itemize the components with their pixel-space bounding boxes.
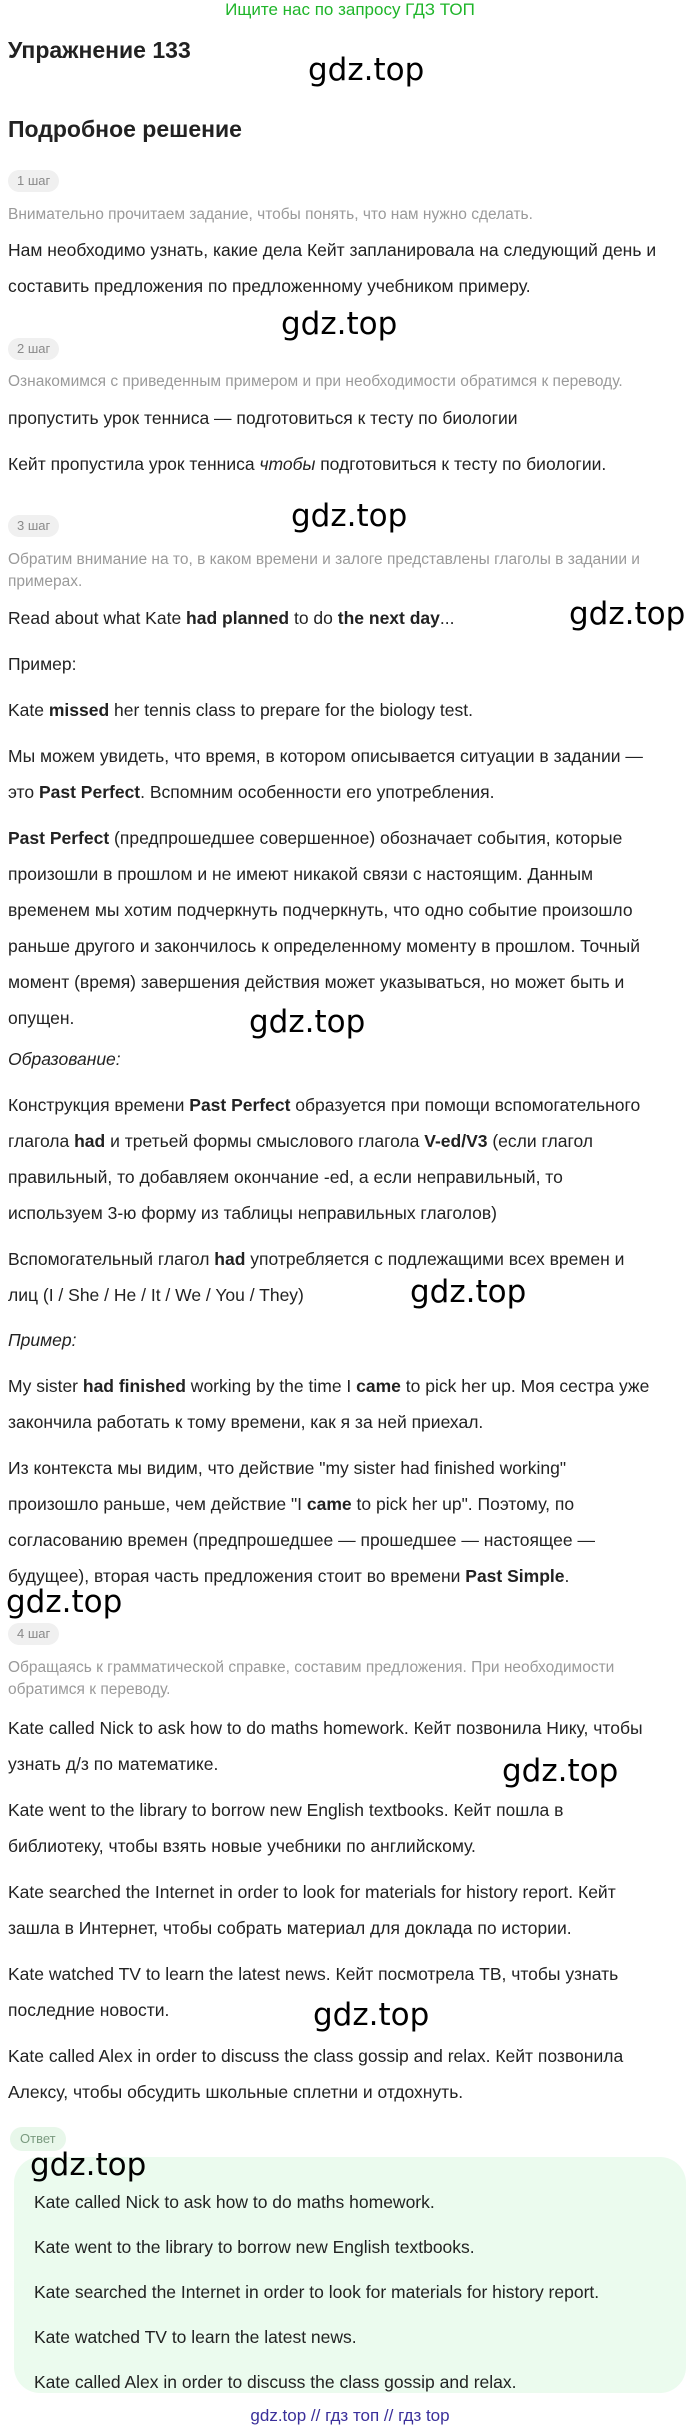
footer-links[interactable]: gdz.top // гдз топ // гдз top [250, 2406, 450, 2425]
text-span: и третьей формы смыслового глагола [105, 1131, 425, 1151]
text-span: произошло раньше, чем действие "I [8, 1494, 307, 1514]
watermark: gdz.top [30, 2147, 147, 2183]
watermark: gdz.top [6, 1584, 123, 1620]
text-span: подготовиться к тесту по биологии. [315, 454, 607, 474]
paragraph-line [8, 1241, 624, 1277]
watermark: gdz.top [291, 498, 408, 534]
paragraph-line: узнать д/з по математике. [8, 1754, 219, 1774]
paragraph-line: произошли в прошлом и не имеют никакой связи с настоящим. Данным [8, 864, 594, 884]
paragraph-line [8, 1123, 593, 1159]
paragraph-line [8, 820, 622, 856]
text-span: Кейт пропустила урок тенниса [8, 454, 260, 474]
text-span: это [8, 782, 39, 802]
text-span: to pick her up. Моя сестра уже [400, 1376, 650, 1396]
text-span: . Вспомним особенности его употребления. [140, 782, 495, 802]
text-bold: missed [48, 700, 110, 720]
answer-line: Kate searched the Internet in order to look for materials for history report. [34, 2282, 600, 2302]
text-span: употребляется с подлежащими всех времен и [245, 1249, 625, 1269]
step-label: 4 шаг [8, 1623, 59, 1645]
paragraph-line [8, 1322, 76, 1358]
text-bold: had [214, 1249, 246, 1269]
solution-heading: Подробное решение [8, 116, 242, 142]
step-badge-1 [8, 170, 59, 192]
step-note: Ознакомимся с приведенным примером и при необходимости обратимся к переводу. [8, 373, 623, 390]
text-bold: had [74, 1131, 106, 1151]
text-span: образуется при помощи вспомогательного [290, 1095, 641, 1115]
text-span: to pick her up". Поэтому, по [351, 1494, 575, 1514]
text-bold: the next day [337, 608, 440, 628]
text-span: Вспомогательный глагол [8, 1249, 215, 1269]
step-badge-3 [8, 515, 59, 537]
text-span: (предпрошедшее совершенное) обозначает события, которые [109, 828, 623, 848]
watermark: gdz.top [410, 1274, 527, 1310]
text-span: Kate [8, 700, 49, 720]
step-badge-2 [8, 338, 59, 360]
paragraph-line [8, 1368, 649, 1404]
text-bold: had planned [186, 608, 290, 628]
text-span: ... [439, 608, 455, 628]
paragraph-line: используем 3-ю форму из таблицы неправильных глаголов) [8, 1203, 497, 1223]
text-span: . [564, 1566, 570, 1586]
paragraph-line: Kate went to the library to borrow new English textbooks. Кейт пошла в [8, 1800, 564, 1820]
paragraph-line [8, 600, 454, 636]
paragraph-line: библиотеку, чтобы взять новые учебники по английскому. [8, 1836, 476, 1856]
paragraph-line: зашла в Интернет, чтобы собрать материал для доклада по истории. [8, 1918, 572, 1938]
paragraph-line [8, 1486, 574, 1522]
paragraph-line [8, 1041, 121, 1077]
paragraph-line: Алексу, чтобы обсудить школьные сплетни и отдохнуть. [8, 2082, 464, 2102]
paragraph-line: Kate called Alex in order to discuss the class gossip and relax. Кейт позвонила [8, 2046, 624, 2066]
answer-line: Kate went to the library to borrow new English textbooks. [34, 2237, 475, 2257]
paragraph-line: пропустить урок тенниса — подготовиться к тесту по биологии [8, 408, 518, 428]
paragraph-line: Kate watched TV to learn the latest news. Кейт посмотрела ТВ, чтобы узнать [8, 1964, 619, 1984]
text-italic: Образование: [8, 1049, 121, 1069]
paragraph-line [8, 774, 494, 810]
step-label: 2 шаг [8, 338, 59, 360]
paragraph-line: составить предложения по предложенному учебником примеру. [8, 276, 531, 296]
text-bold: Past Perfect [38, 782, 141, 802]
watermark: gdz.top [313, 1997, 430, 2033]
answer-line: Kate watched TV to learn the latest news. [34, 2327, 357, 2347]
step-label: 3 шаг [8, 515, 59, 537]
text-bold: came [356, 1376, 401, 1396]
step-note: Обратим внимание на то, в каком времени и залоге представлены глаголы в задании и [8, 551, 640, 568]
step-badge-4 [8, 1623, 59, 1645]
paragraph-line [8, 446, 606, 482]
paragraph-line: момент (время) завершения действия может указываться, но может быть и [8, 972, 625, 992]
step-note: Внимательно прочитаем задание, чтобы понять, что нам нужно сделать. [8, 206, 533, 223]
text-span: to do [289, 608, 338, 628]
text-span: My sister [8, 1376, 83, 1396]
step-note: обратимся к переводу. [8, 1681, 171, 1698]
paragraph-line: опущен. [8, 1008, 75, 1028]
answer-line: Kate called Nick to ask how to do maths homework. [34, 2192, 435, 2212]
text-span: working by the time I [185, 1376, 357, 1396]
text-italic: чтобы [259, 454, 316, 474]
text-span: her tennis class to prepare for the biology test. [109, 700, 473, 720]
text-bold: Past Perfect [189, 1095, 291, 1115]
text-span: Конструкция времени [8, 1095, 190, 1115]
text-bold: came [306, 1494, 352, 1514]
watermark: gdz.top [249, 1004, 366, 1040]
text-bold: V-ed/V3 [424, 1131, 488, 1151]
paragraph-line: раньше другого и закончилось к определенному моменту в прошлом. Точный [8, 936, 640, 956]
watermark: gdz.top [281, 306, 398, 342]
paragraph-line: последние новости. [8, 2000, 170, 2020]
page-title: Упражнение 133 [8, 37, 191, 63]
paragraph-line [8, 1087, 640, 1123]
step-note: примерах. [8, 573, 83, 590]
paragraph-line: Kate called Nick to ask how to do maths homework. Кейт позвонила Нику, чтобы [8, 1718, 643, 1738]
paragraph-line: Kate searched the Internet in order to look for materials for history report. Кейт [8, 1882, 616, 1902]
watermark: gdz.top [308, 52, 425, 88]
paragraph-line: Нам необходимо узнать, какие дела Кейт запланировала на следующий день и [8, 240, 657, 260]
paragraph-line: временем мы хотим подчеркнуть подчеркнуть, что одно событие произошло [8, 900, 633, 920]
paragraph-line: Из контекста мы видим, что действие "my sister had finished working" [8, 1458, 567, 1478]
step-note: Обращаясь к грамматической справке, составим предложения. При необходимости [8, 1659, 615, 1676]
watermark: gdz.top [569, 596, 686, 632]
text-bold: Past Simple [465, 1566, 565, 1586]
paragraph-line: согласованию времен (предпрошедшее — прошедшее — настоящее — [8, 1530, 595, 1550]
answer-line: Kate called Alex in order to discuss the class gossip and relax. [34, 2372, 517, 2392]
paragraph-line: лиц (I / She / He / It / We / You / They) [8, 1285, 304, 1305]
paragraph-line: Мы можем увидеть, что время, в котором описывается ситуации в задании — [8, 746, 643, 766]
text-bold: Past Perfect [8, 828, 110, 848]
answer-label: Ответ [10, 2127, 66, 2151]
text-span: глагола [8, 1131, 75, 1151]
paragraph-line: закончила работать к тому времени, как я за ней приехал. [8, 1412, 484, 1432]
text-span: будущее), вторая часть предложения стоит во времени [8, 1566, 466, 1586]
paragraph-line: правильный, то добавляем окончание -ed, а если неправильный, то [8, 1167, 563, 1187]
text-bold: had finished [82, 1376, 186, 1396]
paragraph-line [8, 692, 473, 728]
step-label: 1 шаг [8, 170, 59, 192]
text-span: Read about what Kate [8, 608, 187, 628]
paragraph-line: Пример: [8, 654, 77, 674]
watermark: gdz.top [502, 1753, 619, 1789]
text-italic: Пример: [8, 1330, 77, 1350]
text-span: (если глагол [487, 1131, 594, 1151]
search-hint-link[interactable]: Ищите нас по запросу ГДЗ ТОП [225, 0, 475, 19]
